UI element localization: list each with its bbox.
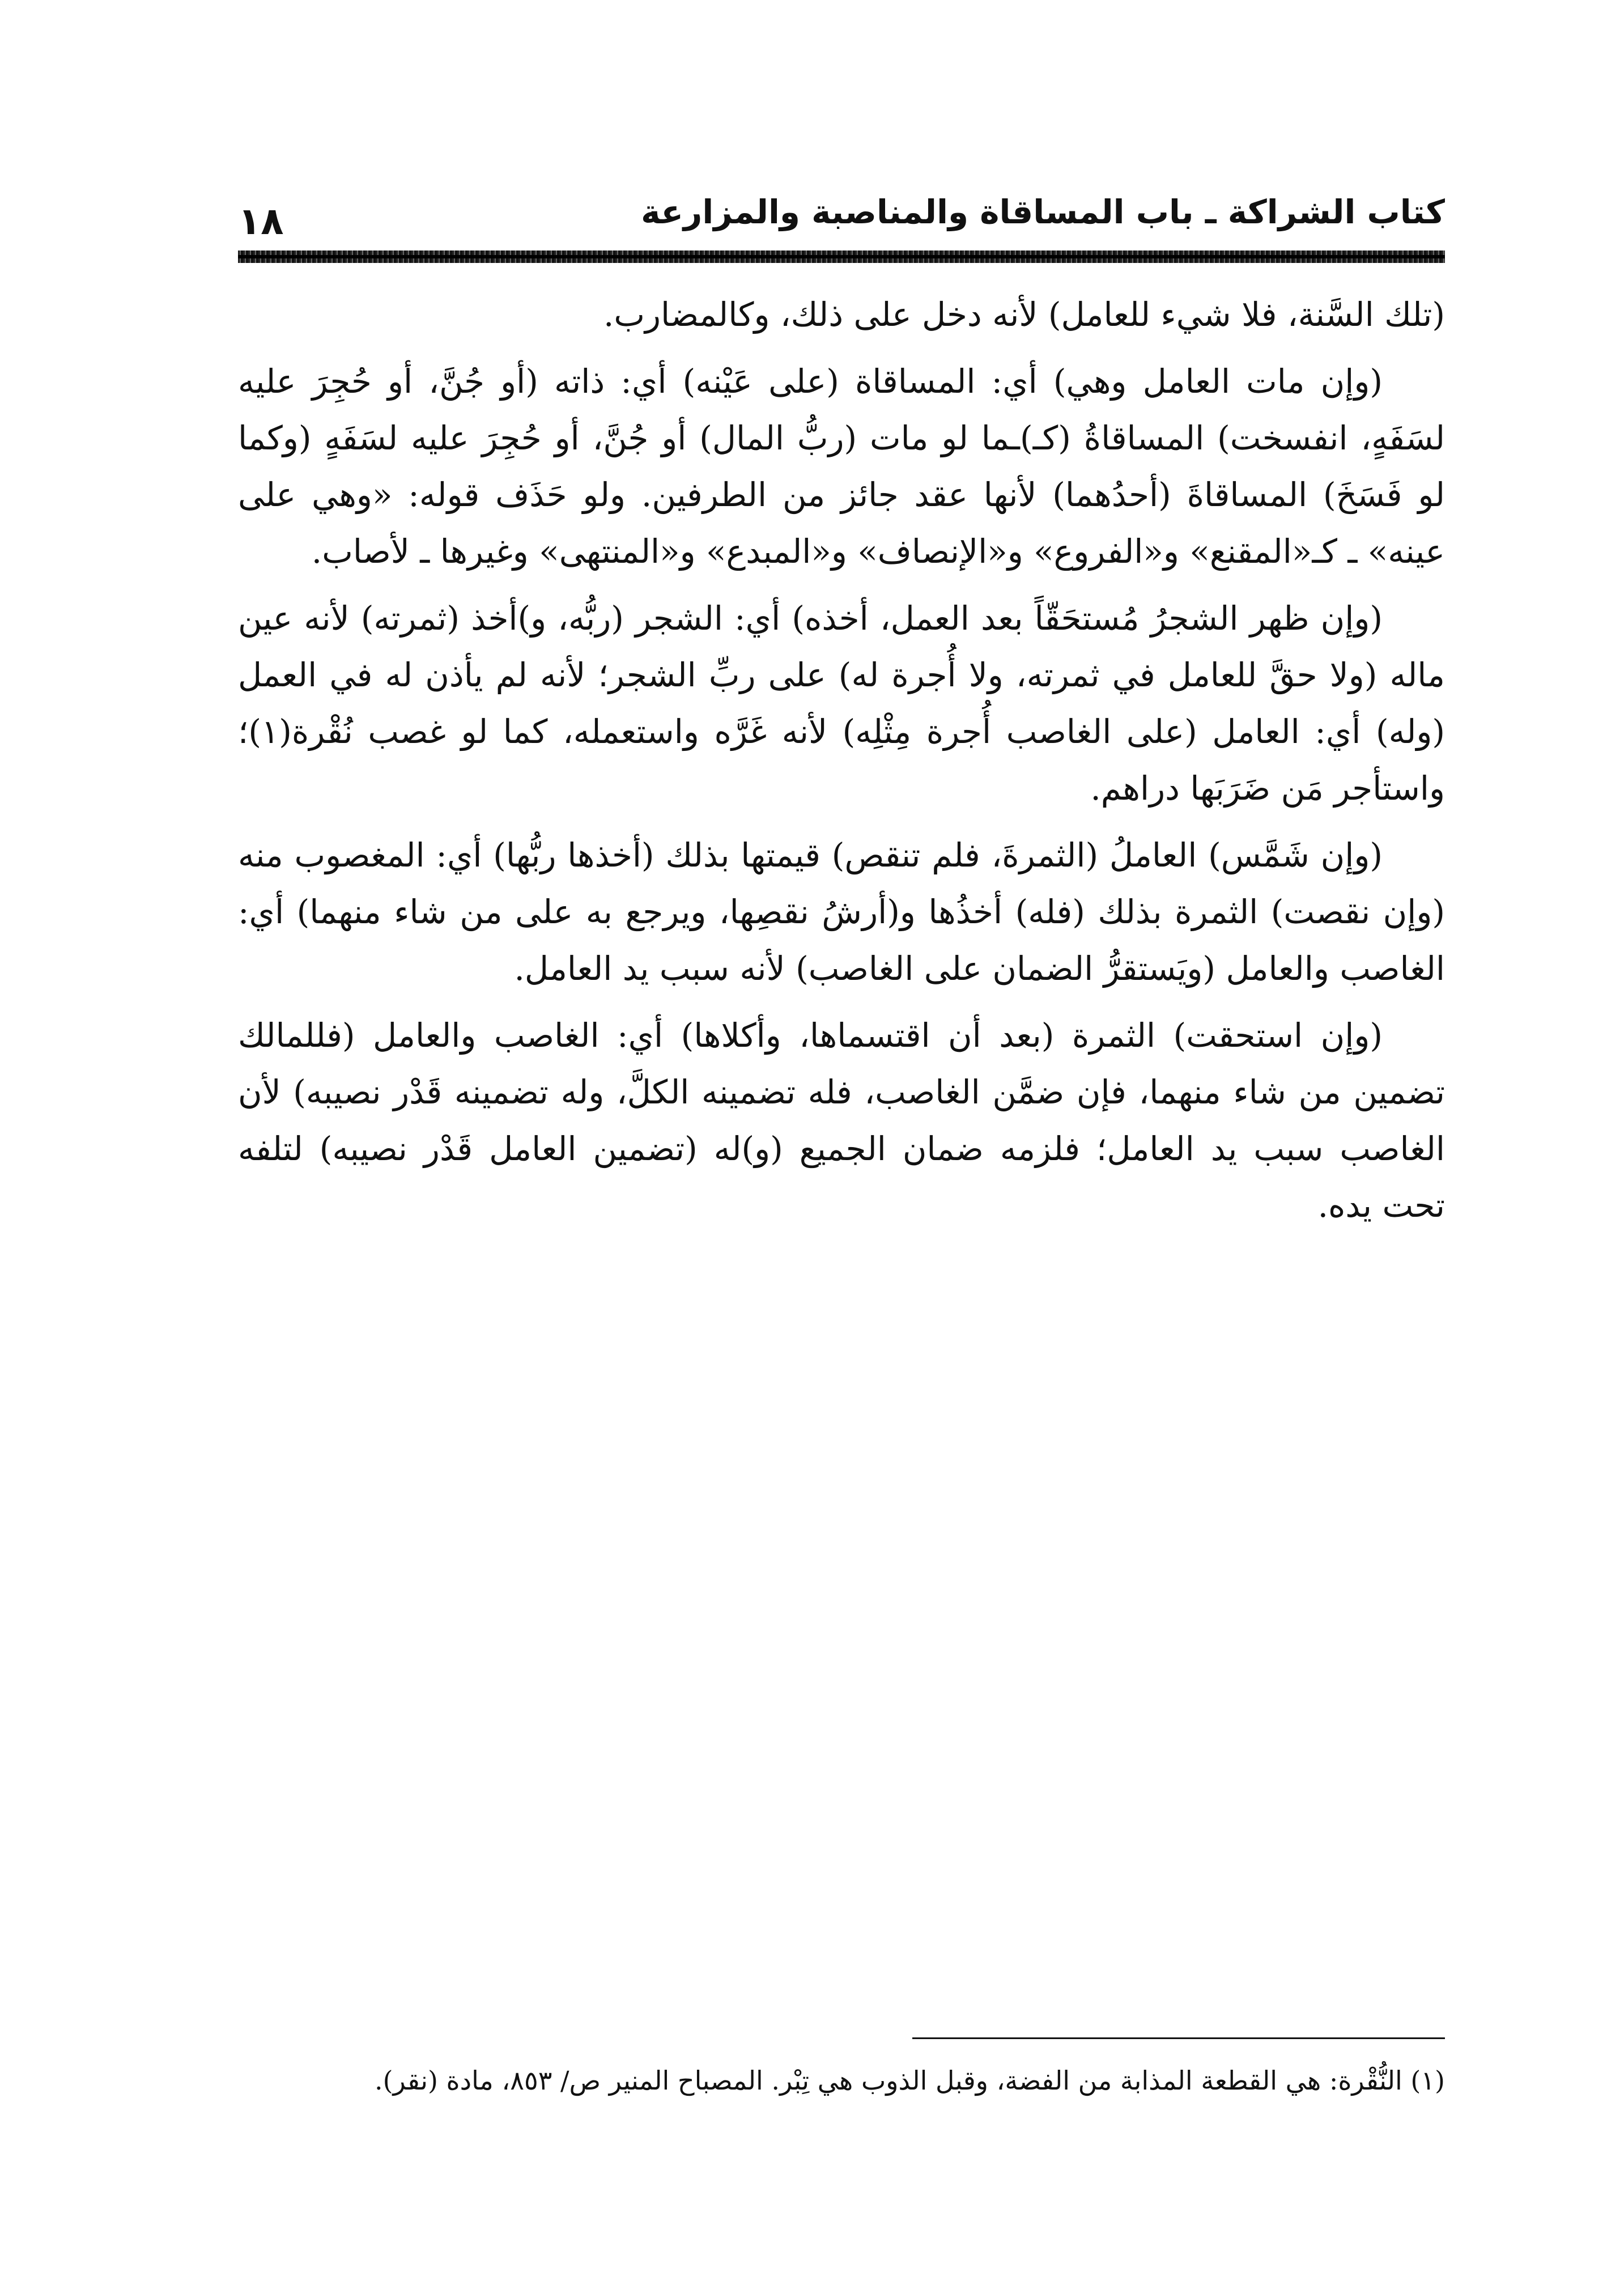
paragraph: (تلك السَّنة، فلا شيء للعامل) لأنه دخل على ذلك، وكالمضارب. [603,295,1445,334]
footnote-divider [912,2037,1445,2039]
footnote: (١) النُّقْرة: هي القطعة المذابة من الفضة، وقبل الذوب هي تِبْر. المصباح المنير ص/ ٨٥٣، مادة (نقر). [374,2065,1445,2096]
page-header [238,187,1445,249]
paragraph: (وإن ظهر الشجرُ مُستحَقّاً بعد العمل، أخذه) أي: الشجر (ربُّه، و)أخذ (ثمرته) لأنه عين ماله (ولا حقَّ للعامل في ثمرته، ولا أُجرة له) على ربِّ الشجر؛ لأنه لم يأذن له في العمل (وله) أي: العامل (على الغاصب أُجرة مِثْلِه) لأنه غَرَّه واستعمله، كما لو غصب نُقْرة(١)؛ واستأجر مَن ضَرَبَها دراهم. [238,599,1445,808]
book-page [238,187,1445,2171]
paragraph: (وإن مات العامل وهي) أي: المساقاة (على عَيْنه) أي: ذاته (أو جُنَّ، أو حُجِرَ عليه لسَفَهٍ، انفسخت) المساقاةُ (كـ)ـما لو مات (ربُّ المال) أو جُنَّ، أو حُجِرَ عليه لسَفَهٍ (وكما لو فَسَخَ) المساقاةَ (أحدُهما) لأنها عقد جائز من الطرفين. ولو حَذَف قوله: «وهي على عينه» ـ كـ«المقنع» و«الفروع» و«الإنصاف» و«المبدع» و«المنتهى» وغيرها ـ لأصاب. [238,362,1445,571]
paragraph: (وإن استحقت) الثمرة (بعد أن اقتسماها، وأكلاها) أي: الغاصب والعامل (فللمالك تضمين من شاء منهما، فإن ضمَّن الغاصب، فله تضمينه الكلَّ، وله تضمينه قَدْر نصيبه) لأن الغاصب سبب يد العامل؛ فلزمه ضمان الجميع (و)له (تضمين العامل قَدْر نصيبه) لتلفه تحت يده. [238,1016,1445,1225]
header-rule [238,250,1445,263]
running-title: كتاب الشراكة ـ باب المساقاة والمناصبة والمزارعة [641,193,1445,231]
page-number: ١٨ [238,199,284,243]
paragraph: (وإن شَمَّس) العاملُ (الثمرةَ، فلم تنقص) قيمتها بذلك (أخذها ربُّها) أي: المغصوب منه (وإن نقصت) الثمرة بذلك (فله) أخذُها و(أرشُ نقصِها، ويرجع به على من شاء منهما) أي: الغاصب والعامل (ويَستقرُّ الضمان على الغاصب) لأنه سبب يد العامل. [238,836,1445,988]
main-text [238,286,1445,1244]
